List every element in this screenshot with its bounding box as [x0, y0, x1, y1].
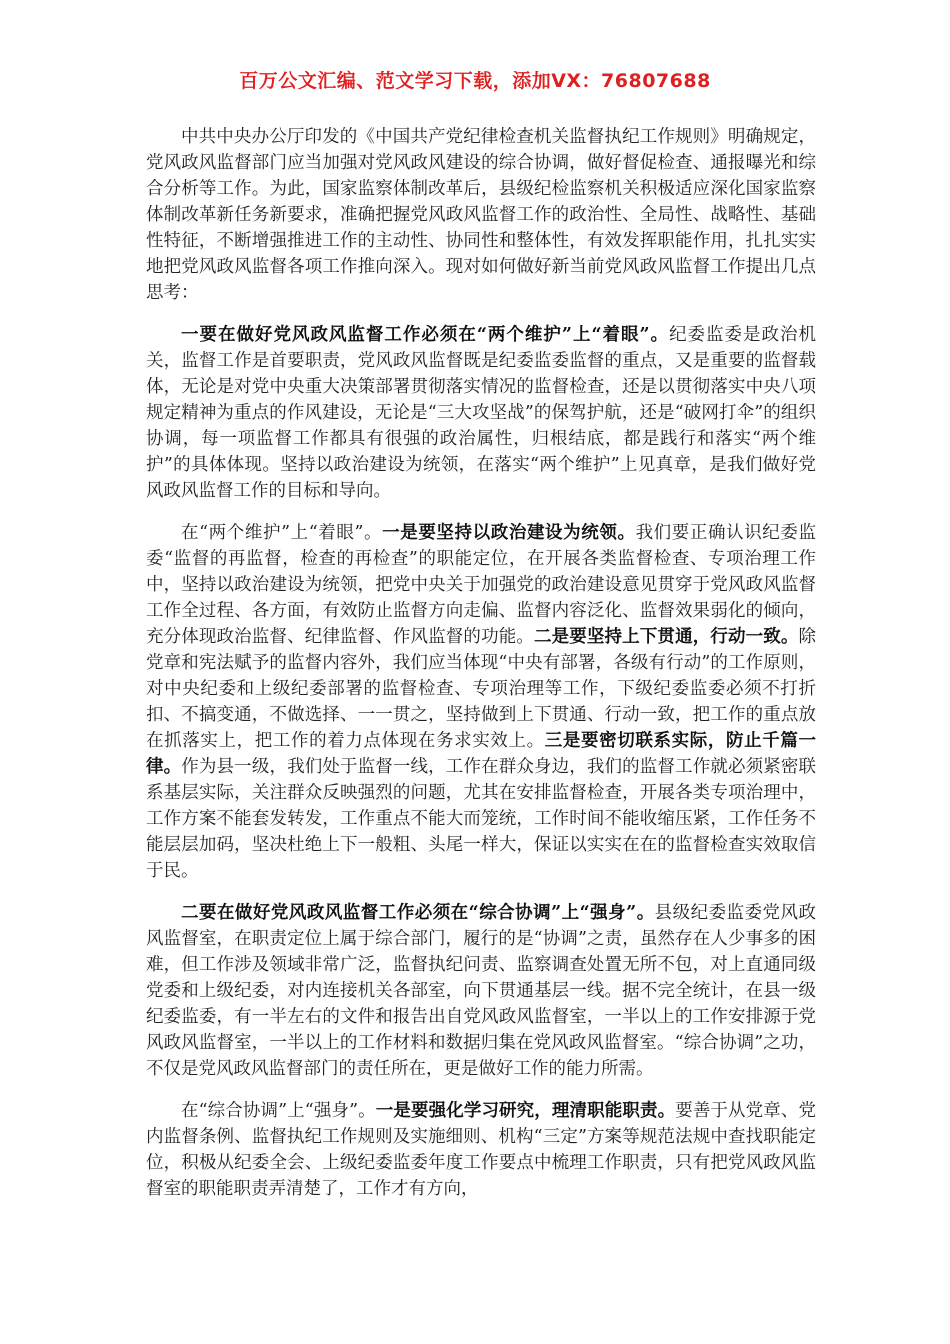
paragraph-text: 县级纪委监委党风政风监督室，在职责定位上属于综合部门，履行的是“协调”之责，虽然存在人少事多的困难，但工作涉及领域非常广泛，监督执纪问责、监察调查处置无所不包，对上直通同级党委和上级纪委，对内连接机关各部室，向下贯通基层一线。据不完全统计，在县一级纪委监委，有一半左右的文件和报告出自党风政风监督室，一半以上的工作安排源于党风政风监督室，一半以上的工作材料和数据归集在党风政风监督室。“综合协调”之功，不仅是党风政风监督部门的责任所在，更是做好工作的能力所需。 — [146, 903, 817, 1079]
paragraph-text: 在“综合协调”上“强身”。 — [181, 1101, 376, 1121]
paragraph-text: 除党章和宪法赋予的监督内容外，我们应当体现“中央有部署，各级有行动”的工作原则，对中央纪委和上级纪委部署的监督检查、专项治理等工作，下级纪委监委必须不打折扣、不搞变通，不做选择、一一贯之，坚持做到上下贯通、行动一致，把工作的重点放在抓落实上，把工作的着力点体现在务求实效上。 — [146, 627, 817, 751]
header-banner: 百万公文汇编、范文学习下载，添加VX：76807688 — [239, 70, 711, 92]
paragraph-subheading: 一是要强化学习研究，理清职能职责。 — [375, 1101, 676, 1121]
paragraph-subheading: 一是要坚持以政治建设为统领。 — [382, 523, 636, 543]
paragraph-heading: 二要在做好党风政风监督工作必须在“综合协调”上“强身”。 — [181, 903, 655, 923]
paragraph-text: 要善于从党章、党内监督条例、监督执纪工作规则及实施细则、机构“三定”方案等规范法规中查找职能定位，积极从纪委全会、上级纪委监委年度工作要点中梳理工作职责，只有把党风政风监督室的职能职责弄清楚了，工作才有方向， — [146, 1101, 816, 1199]
paragraph-point-one-details — [146, 520, 816, 884]
paragraph-text: 中共中央办公厅印发的《中国共产党纪律检查机关监督执纪工作规则》明确规定，党风政风监督部门应当加强对党风政风建设的综合协调，做好督促检查、通报曝光和综合分析等工作。为此，国家监察体制改革后，县级纪检监察机关积极适应深化国家监察体制改革新任务新要求，准确把握党风政风监督工作的政治性、全局性、战略性、基础性特征，不断增强推进工作的主动性、协同性和整体性，有效发挥职能作用，扎扎实实地把党风政风监督各项工作推向深入。现对如何做好新当前党风政风监督工作提出几点思考： — [146, 127, 816, 303]
paragraph-text: 纪委监委是政治机关，监督工作是首要职责，党风政风监督既是纪委监委监督的重点，又是重要的监督载体，无论是对党中央重大决策部署贯彻落实情况的监督检查，还是以贯彻落实中央八项规定精神为重点的作风建设，无论是“三大攻坚战”的保驾护航，还是“破网打伞”的组织协调，每一项监督工作都具有很强的政治属性，归根结底，都是践行和落实“两个维护”的具体体现。坚持以政治建设为统领，在落实“两个维护”上见真章，是我们做好党风政风监督工作的目标和导向。 — [146, 325, 817, 501]
paragraph-subheading: 三是要密切联系实际，防止千篇一律。 — [146, 731, 816, 777]
document-body — [146, 124, 816, 1218]
paragraph-intro — [146, 124, 816, 306]
paragraph-point-one — [146, 322, 816, 504]
paragraph-point-two — [146, 900, 816, 1082]
paragraph-text: 作为县一级，我们处于监督一线，工作在群众身边，我们的监督工作就必须紧密联系基层实际，关注群众反映强烈的问题，尤其在安排监督检查，开展各类专项治理中，工作方案不能套发转发，工作重点不能大而笼统，工作时间不能收缩压紧，工作任务不能层层加码，坚决杜绝上下一般粗、头尾一样大，保证以实实在在的监督检查实效取信于民。 — [146, 757, 817, 881]
paragraph-text: 在“两个维护”上“着眼”。 — [181, 523, 383, 543]
paragraph-subheading: 二是要坚持上下贯通，行动一致。 — [533, 627, 799, 647]
paragraph-text: 我们要正确认识纪委监委“监督的再监督，检查的再检查”的职能定位，在开展各类监督检查、专项治理工作中，坚持以政治建设为统领，把党中央关于加强党的政治建设意见贯穿于党风政风监督工作全过程、各方面，有效防止监督方向走偏、监督内容泛化、监督效果弱化的倾向，充分体现政治监督、纪律监督、作风监督的功能。 — [146, 523, 817, 647]
paragraph-heading: 一要在做好党风政风监督工作必须在“两个维护”上“着眼”。 — [181, 325, 670, 345]
paragraph-point-two-details — [146, 1098, 816, 1202]
